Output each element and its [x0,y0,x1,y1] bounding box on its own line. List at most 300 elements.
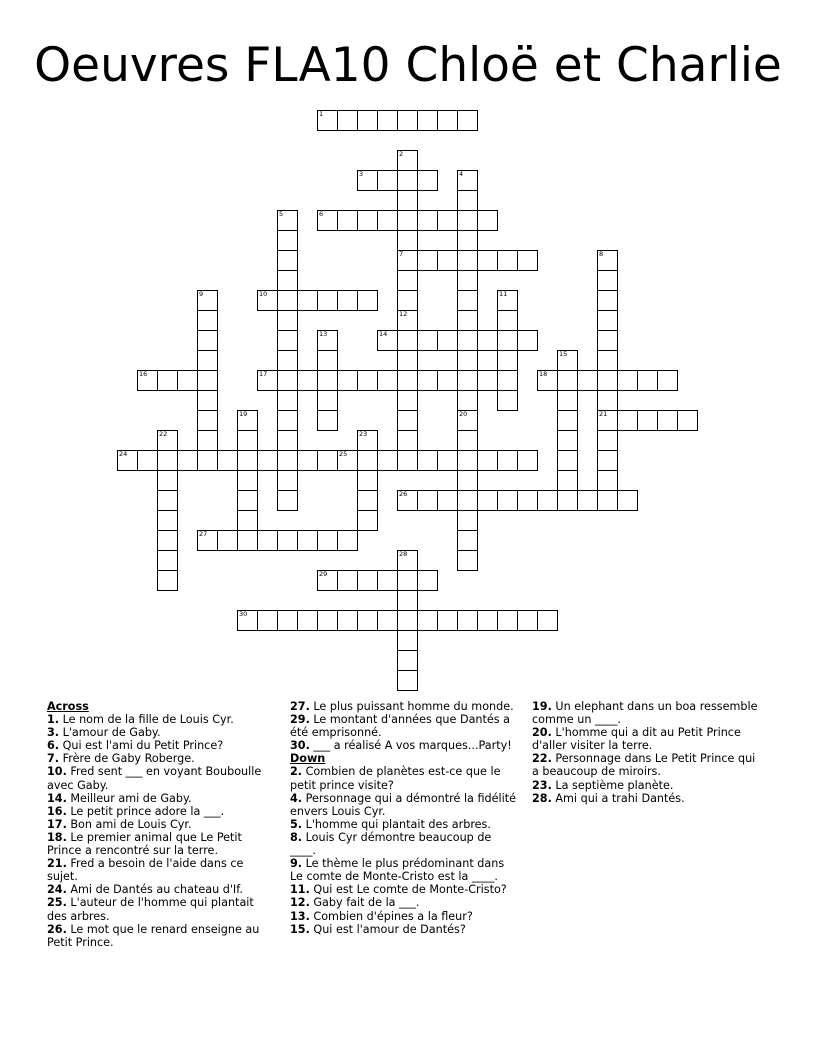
grid-cell[interactable] [157,570,178,591]
grid-cell[interactable] [657,410,678,431]
grid-cell[interactable] [157,550,178,571]
grid-cell[interactable] [497,370,518,391]
clue-item-number: 22. [532,752,552,766]
grid-cell[interactable] [457,230,478,251]
grid-cell[interactable] [477,370,498,391]
grid-cell[interactable] [517,250,538,271]
grid-cell[interactable] [597,410,618,431]
clue-item [47,923,262,949]
clue-item-text: Combien d'épines a la fleur? [309,909,473,923]
grid-cell[interactable] [377,210,398,231]
grid-cell[interactable] [477,450,498,471]
clue-item-number: 8. [290,830,303,844]
grid-cell[interactable] [477,210,498,231]
clue-item [532,792,762,805]
grid-cell[interactable] [197,310,218,331]
grid-cell[interactable] [317,110,338,131]
grid-cell[interactable] [197,450,218,471]
grid-cell[interactable] [397,330,418,351]
grid-cell[interactable] [537,490,558,511]
grid-cell[interactable] [437,110,458,131]
grid-cell[interactable] [317,530,338,551]
grid-cell[interactable] [157,510,178,531]
grid-cell[interactable] [417,170,438,191]
clue-item-text: Ami qui a trahi Dantés. [551,791,685,805]
clue-number: 26 [399,490,408,498]
clue-item-number: 24. [47,883,67,897]
clue-item-number: 20. [532,726,552,740]
grid-cell[interactable] [277,390,298,411]
grid-cell[interactable] [397,650,418,671]
grid-cell[interactable] [317,570,338,591]
grid-cell[interactable] [597,250,618,271]
clue-item-number: 13. [290,909,310,923]
clue-item-text: Bon ami de Louis Cyr. [66,817,192,831]
grid-cell[interactable] [357,370,378,391]
grid-cell[interactable] [377,450,398,471]
clue-item-number: 29. [290,713,310,727]
grid-cell[interactable] [277,330,298,351]
grid-cell[interactable] [357,470,378,491]
grid-cell[interactable] [457,190,478,211]
grid-cell[interactable] [597,310,618,331]
grid-cell[interactable] [337,610,358,631]
grid-cell[interactable] [157,530,178,551]
grid-cell[interactable] [397,590,418,611]
grid-cell[interactable] [457,310,478,331]
grid-cell[interactable] [297,450,318,471]
grid-cell[interactable] [637,370,658,391]
clue-item [290,857,518,883]
clue-item-text: L'auteur de l'homme qui plantait des arbres. [47,896,254,923]
grid-cell[interactable] [517,610,538,631]
clues-column-2 [290,700,518,936]
grid-cell[interactable] [237,430,258,451]
grid-cell[interactable] [437,490,458,511]
grid-cell[interactable] [397,410,418,431]
grid-cell[interactable] [457,210,478,231]
grid-cell[interactable] [397,430,418,451]
grid-cell[interactable] [457,390,478,411]
grid-cell[interactable] [317,330,338,351]
grid-cell[interactable] [457,610,478,631]
down-clue-list-b [532,700,762,805]
grid-cell[interactable] [337,210,358,231]
clue-item [47,883,262,896]
clues-column-3 [532,700,762,805]
grid-cell[interactable] [397,630,418,651]
grid-cell[interactable] [497,390,518,411]
grid-cell[interactable] [417,610,438,631]
clue-number: 15 [559,350,568,358]
grid-cell[interactable] [317,210,338,231]
grid-cell[interactable] [397,150,418,171]
grid-cell[interactable] [537,610,558,631]
grid-cell[interactable] [417,210,438,231]
grid-cell[interactable] [397,450,418,471]
grid-cell[interactable] [597,350,618,371]
grid-cell[interactable] [417,450,438,471]
grid-cell[interactable] [197,370,218,391]
grid-cell[interactable] [477,250,498,271]
clue-item-number: 4. [290,791,303,805]
grid-cell[interactable] [317,290,338,311]
clue-item [290,831,518,857]
grid-cell[interactable] [417,570,438,591]
grid-cell[interactable] [237,470,258,491]
clue-item [290,896,518,909]
grid-cell[interactable] [497,350,518,371]
clue-item-number: 17. [47,817,67,831]
grid-cell[interactable] [277,210,298,231]
grid-cell[interactable] [617,490,638,511]
grid-cell[interactable] [557,490,578,511]
clue-number: 13 [319,330,328,338]
clue-item [47,752,262,765]
grid-cell[interactable] [397,230,418,251]
grid-cell[interactable] [597,450,618,471]
grid-cell[interactable] [157,430,178,451]
grid-cell[interactable] [337,370,358,391]
clue-number: 22 [159,430,168,438]
grid-cell[interactable] [357,110,378,131]
clue-number: 14 [379,330,388,338]
grid-cell[interactable] [397,670,418,691]
clue-item-text: Un elephant dans un boa ressemble comme un ____. [532,700,758,727]
clue-item-number: 10. [47,765,67,779]
grid-cell[interactable] [377,370,398,391]
grid-cell[interactable] [417,250,438,271]
grid-cell[interactable] [157,490,178,511]
grid-cell[interactable] [397,610,418,631]
grid-cell[interactable] [297,290,318,311]
grid-cell[interactable] [357,610,378,631]
grid-cell[interactable] [257,450,278,471]
grid-cell[interactable] [557,410,578,431]
grid-cell[interactable] [617,410,638,431]
grid-cell[interactable] [257,290,278,311]
grid-cell[interactable] [197,350,218,371]
grid-cell[interactable] [237,450,258,471]
grid-cell[interactable] [237,510,258,531]
clue-number: 6 [319,210,324,218]
grid-cell[interactable] [257,370,278,391]
grid-cell[interactable] [497,330,518,351]
grid-cell[interactable] [337,290,358,311]
grid-cell[interactable] [557,390,578,411]
grid-cell[interactable] [397,190,418,211]
clue-item-text: Le petit prince adore la ___. [66,804,225,818]
across-heading: Across [47,700,89,713]
grid-cell[interactable] [417,110,438,131]
clue-item-text: Fred a besoin de l'aide dans ce sujet. [47,857,244,884]
grid-cell[interactable] [257,530,278,551]
clue-item-number: 12. [290,896,310,910]
grid-cell[interactable] [337,450,358,471]
grid-cell[interactable] [277,230,298,251]
grid-cell[interactable] [157,370,178,391]
grid-cell[interactable] [597,490,618,511]
clue-item [532,752,762,778]
grid-cell[interactable] [317,410,338,431]
grid-cell[interactable] [457,410,478,431]
clue-item-text: Combien de planètes est-ce que le petit prince visite? [290,765,501,792]
grid-cell[interactable] [317,350,338,371]
clue-item [47,713,262,726]
grid-cell[interactable] [457,430,478,451]
grid-cell[interactable] [457,370,478,391]
grid-cell[interactable] [197,290,218,311]
grid-cell[interactable] [557,350,578,371]
clue-item-number: 6. [47,739,60,753]
grid-cell[interactable] [397,170,418,191]
grid-cell[interactable] [557,450,578,471]
grid-cell[interactable] [437,450,458,471]
grid-cell[interactable] [337,530,358,551]
clue-item-text: Qui est Le comte de Monte-Cristo? [309,883,507,897]
grid-cell[interactable] [357,290,378,311]
clue-item-text: Qui est l'ami du Petit Prince? [59,739,224,753]
clue-item [47,831,262,857]
grid-cell[interactable] [377,170,398,191]
grid-cell[interactable] [397,210,418,231]
grid-cell[interactable] [397,550,418,571]
grid-cell[interactable] [277,450,298,471]
grid-cell[interactable] [237,610,258,631]
grid-cell[interactable] [377,610,398,631]
grid-cell[interactable] [497,490,518,511]
grid-cell[interactable] [497,610,518,631]
grid-cell[interactable] [177,450,198,471]
grid-cell[interactable] [397,110,418,131]
grid-cell[interactable] [377,330,398,351]
grid-cell[interactable] [497,450,518,471]
grid-cell[interactable] [497,310,518,331]
grid-cell[interactable] [397,270,418,291]
grid-cell[interactable] [357,430,378,451]
grid-cell[interactable] [297,610,318,631]
grid-cell[interactable] [397,390,418,411]
grid-cell[interactable] [277,370,298,391]
clue-item-text: Le mot que le renard enseigne au Petit Prince. [47,922,260,949]
grid-cell[interactable] [357,570,378,591]
grid-cell[interactable] [597,330,618,351]
grid-cell[interactable] [157,450,178,471]
grid-cell[interactable] [477,610,498,631]
grid-cell[interactable] [317,370,338,391]
clue-item [532,726,762,752]
clue-item [290,700,518,713]
grid-cell[interactable] [317,610,338,631]
grid-cell[interactable] [517,450,538,471]
grid-cell[interactable] [197,330,218,351]
grid-cell[interactable] [597,370,618,391]
grid-cell[interactable] [277,610,298,631]
grid-cell[interactable] [357,490,378,511]
grid-cell[interactable] [497,250,518,271]
grid-cell[interactable] [597,270,618,291]
grid-cell[interactable] [537,370,558,391]
grid-cell[interactable] [217,450,238,471]
clue-number: 25 [339,450,348,458]
grid-cell[interactable] [497,290,518,311]
grid-cell[interactable] [277,270,298,291]
grid-cell[interactable] [277,490,298,511]
clue-item [47,857,262,883]
grid-cell[interactable] [417,490,438,511]
clue-item-text: Personnage dans Le Petit Prince qui a beaucoup de miroirs. [532,752,756,779]
clue-item [290,883,518,896]
clue-number: 30 [239,610,248,618]
clue-item-text: ___ a réalisé A vos marques...Party! [309,739,512,753]
clue-item-text: Gaby fait de la ___. [309,896,420,910]
clue-number: 20 [459,410,468,418]
grid-cell[interactable] [117,450,138,471]
grid-cell[interactable] [397,350,418,371]
clue-number: 3 [359,170,364,178]
grid-cell[interactable] [137,370,158,391]
clue-number: 8 [599,250,604,258]
grid-cell[interactable] [277,410,298,431]
grid-cell[interactable] [557,430,578,451]
grid-cell[interactable] [197,390,218,411]
clue-number: 24 [119,450,128,458]
grid-cell[interactable] [157,470,178,491]
grid-cell[interactable] [457,510,478,531]
grid-cell[interactable] [477,490,498,511]
clue-item-number: 11. [290,883,310,897]
grid-cell[interactable] [317,450,338,471]
grid-cell[interactable] [217,530,238,551]
grid-cell[interactable] [597,470,618,491]
clue-item-text: Le thème le plus prédominant dans Le comte de Monte-Cristo est la ____. [290,857,505,884]
grid-cell[interactable] [297,530,318,551]
grid-cell[interactable] [277,310,298,331]
grid-cell[interactable] [317,390,338,411]
clue-item [290,739,518,752]
grid-cell[interactable] [437,210,458,231]
grid-cell[interactable] [477,330,498,351]
grid-cell[interactable] [517,330,538,351]
grid-cell[interactable] [437,610,458,631]
grid-cell[interactable] [677,410,698,431]
grid-cell[interactable] [617,370,638,391]
grid-cell[interactable] [357,210,378,231]
grid-cell[interactable] [277,430,298,451]
grid-cell[interactable] [277,250,298,271]
grid-cell[interactable] [397,290,418,311]
grid-cell[interactable] [637,410,658,431]
puzzle-title: Oeuvres FLA10 Chloë et Charlie [34,38,782,93]
grid-cell[interactable] [457,250,478,271]
grid-cell[interactable] [137,450,158,471]
grid-cell[interactable] [457,170,478,191]
grid-cell[interactable] [277,530,298,551]
grid-cell[interactable] [197,430,218,451]
down-heading: Down [290,752,326,766]
grid-cell[interactable] [397,250,418,271]
grid-cell[interactable] [457,350,478,371]
clue-number: 4 [459,170,464,178]
grid-cell[interactable] [457,470,478,491]
grid-cell[interactable] [457,530,478,551]
grid-cell[interactable] [397,310,418,331]
clue-item [290,923,518,936]
grid-cell[interactable] [277,290,298,311]
grid-cell[interactable] [417,370,438,391]
grid-cell[interactable] [357,170,378,191]
grid-cell[interactable] [337,110,358,131]
clue-item-number: 25. [47,896,67,910]
grid-cell[interactable] [557,470,578,491]
clue-item-number: 16. [47,804,67,818]
grid-cell[interactable] [577,370,598,391]
grid-cell[interactable] [657,370,678,391]
grid-cell[interactable] [457,490,478,511]
grid-cell[interactable] [337,570,358,591]
grid-cell[interactable] [597,430,618,451]
grid-cell[interactable] [557,370,578,391]
clue-number: 11 [499,290,508,298]
grid-cell[interactable] [597,390,618,411]
clue-item-number: 7. [47,752,60,766]
grid-cell[interactable] [437,250,458,271]
clue-item-number: 26. [47,922,67,936]
grid-cell[interactable] [577,490,598,511]
grid-cell[interactable] [237,530,258,551]
grid-cell[interactable] [357,510,378,531]
grid-cell[interactable] [397,370,418,391]
grid-cell[interactable] [357,450,378,471]
grid-cell[interactable] [197,410,218,431]
grid-cell[interactable] [597,290,618,311]
grid-cell[interactable] [457,550,478,571]
clue-item-number: 27. [290,700,310,713]
clue-item-text: Personnage qui a démontré la fidélité envers Louis Cyr. [290,791,516,818]
grid-cell[interactable] [437,370,458,391]
clue-number: 19 [239,410,248,418]
grid-cell[interactable] [457,110,478,131]
grid-cell[interactable] [457,330,478,351]
clue-item-text: Le plus puissant homme du monde. [309,700,514,713]
grid-cell[interactable] [457,450,478,471]
clue-number: 28 [399,550,408,558]
grid-cell[interactable] [417,330,438,351]
grid-cell[interactable] [297,370,318,391]
grid-cell[interactable] [237,410,258,431]
clue-item [47,792,262,805]
clue-item [290,792,518,818]
grid-cell[interactable] [197,530,218,551]
clue-item [47,818,262,831]
grid-cell[interactable] [177,370,198,391]
grid-cell[interactable] [457,270,478,291]
grid-cell[interactable] [457,290,478,311]
clue-number: 27 [199,530,208,538]
clue-item-text: Le montant d'années que Dantés a été emprisonné. [290,713,511,740]
grid-cell[interactable] [377,110,398,131]
grid-cell[interactable] [437,330,458,351]
grid-cell[interactable] [237,490,258,511]
grid-cell[interactable] [277,470,298,491]
grid-cell[interactable] [397,570,418,591]
clue-number: 5 [279,210,284,218]
grid-cell[interactable] [377,570,398,591]
grid-cell[interactable] [257,610,278,631]
grid-cell[interactable] [397,490,418,511]
grid-cell[interactable] [277,350,298,371]
grid-cell[interactable] [517,490,538,511]
